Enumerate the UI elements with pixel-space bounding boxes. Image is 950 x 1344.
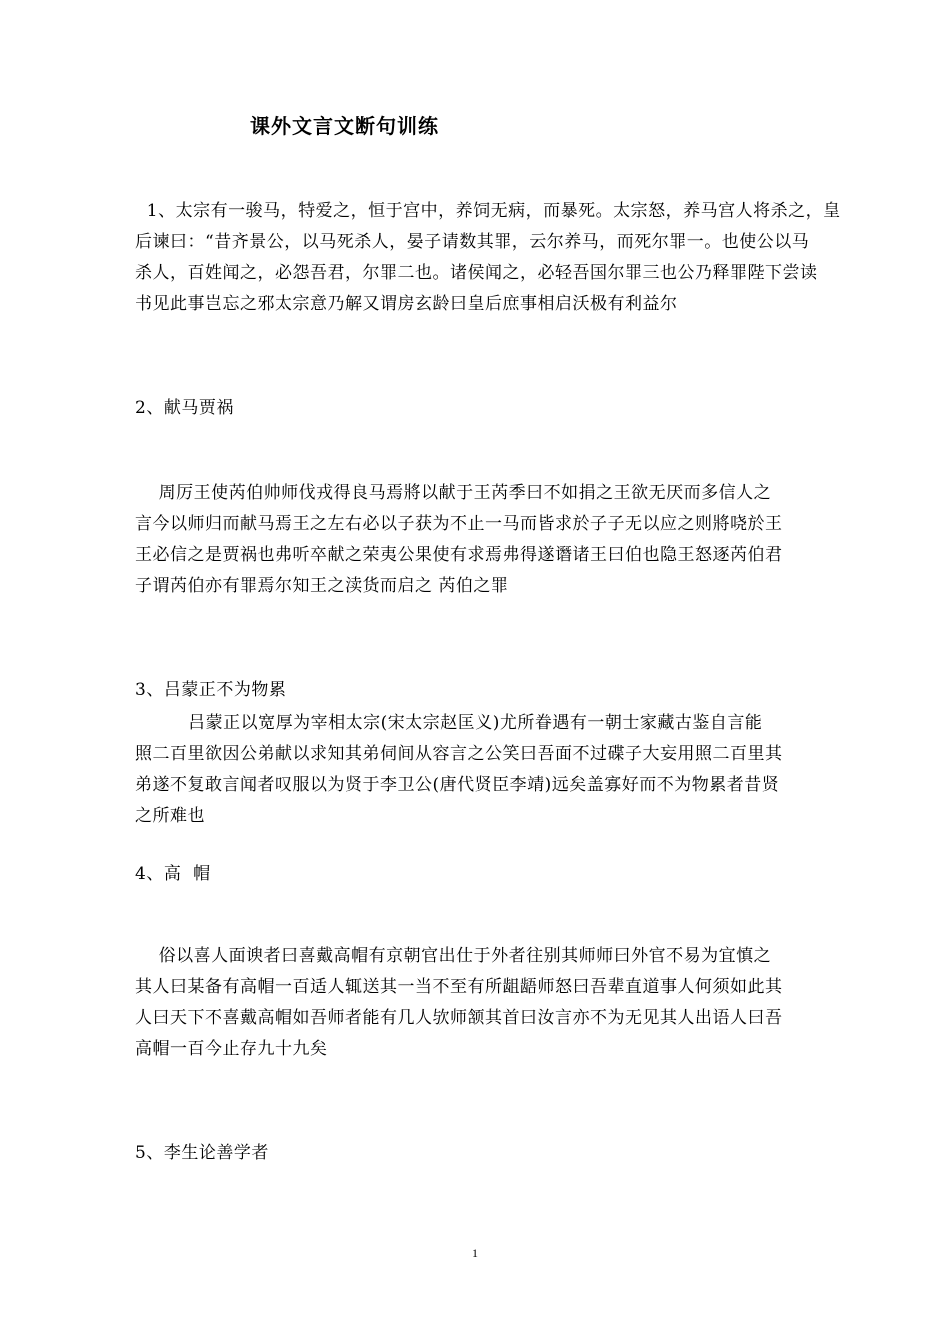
paragraph-line: 周厉王使芮伯帅师伐戎得良马焉將以献于王芮季曰不如捐之王欲无厌而多信人之 bbox=[135, 483, 772, 503]
section-2-heading: 2、献马贾祸 bbox=[135, 398, 234, 418]
paragraph-line: 1、太宗有一骏马，特爱之，恒于宫中，养饲无病，而暴死。太宗怒，养马宫人将杀之，皇 bbox=[135, 201, 841, 221]
section-5-heading: 5、李生论善学者 bbox=[135, 1143, 269, 1163]
paragraph-line: 其人曰某备有高帽一百适人辄送其一当不至有所龃龉师怒曰吾辈直道事人何须如此其 bbox=[135, 977, 783, 997]
paragraph-line: 言今以师归而献马焉王之左右必以子获为不止一马而皆求於子子无以应之则將哓於王 bbox=[135, 514, 783, 534]
paragraph-line: 弟遂不复敢言闻者叹服以为贤于李卫公(唐代贤臣李靖)远矣盖寡好而不为物累者昔贤 bbox=[135, 775, 780, 795]
section-3-heading: 3、吕蒙正不为物累 bbox=[135, 680, 287, 700]
section-4-heading: 4、高 帽 bbox=[135, 864, 211, 884]
paragraph-line: 照二百里欲因公弟献以求知其弟伺间从容言之公笑曰吾面不过碟子大妄用照二百里其 bbox=[135, 744, 783, 764]
section-2-body bbox=[135, 478, 847, 602]
section-4-body bbox=[135, 941, 847, 1065]
paragraph-line: 俗以喜人面谀者曰喜戴高帽有京朝官出仕于外者往别其师师曰外官不易为宜慎之 bbox=[135, 946, 772, 966]
section-3-body bbox=[135, 708, 847, 832]
paragraph-line: 高帽一百今止存九十九矣 bbox=[135, 1039, 328, 1059]
paragraph-line: 书见此事岂忘之邪太宗意乃解又谓房玄龄曰皇后庶事相启沃极有利益尔 bbox=[135, 294, 678, 314]
document-title: 课外文言文断句训练 bbox=[250, 114, 439, 138]
paragraph-line: 后谏曰：“昔齐景公，以马死杀人，晏子请数其罪，云尔养马，而死尔罪一。也使公以马 bbox=[135, 232, 810, 252]
paragraph-line: 子谓芮伯亦有罪焉尔知王之渎货而启之 芮伯之罪 bbox=[135, 576, 509, 596]
paragraph-line: 王必信之是贾祸也弗听卒献之荣夷公果使有求焉弗得遂谮诸王曰伯也隐王怒逐芮伯君 bbox=[135, 545, 783, 565]
section-1-body bbox=[135, 196, 847, 320]
paragraph-line: 人曰天下不喜戴高帽如吾师者能有几人欤师颔其首曰汝言亦不为无见其人出语人曰吾 bbox=[135, 1008, 783, 1028]
paragraph-line: 吕蒙正以宽厚为宰相太宗(宋太宗赵匡义)尤所眷遇有一朝士家藏古鉴自言能 bbox=[135, 713, 763, 733]
paragraph-line: 之所难也 bbox=[135, 806, 205, 826]
page-number: 1 bbox=[472, 1246, 478, 1260]
paragraph-line: 杀人，百姓闻之，必怨吾君，尔罪二也。诸侯闻之，必轻吾国尔罪三也公乃释罪陛下尝读 bbox=[135, 263, 818, 283]
